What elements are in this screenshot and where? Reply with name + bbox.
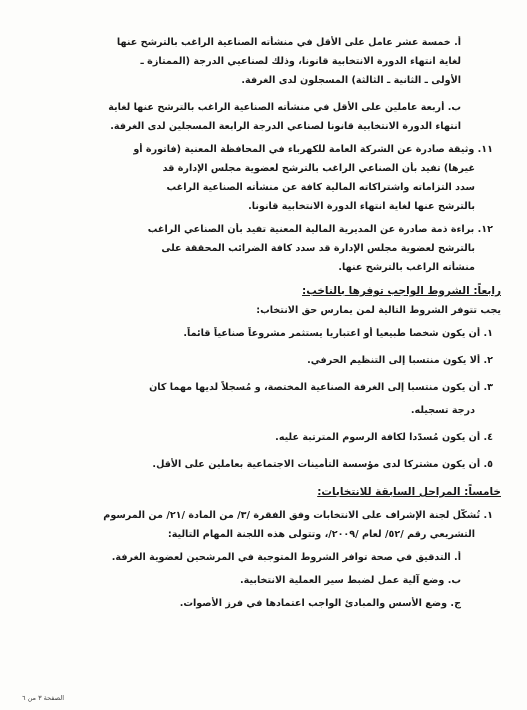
list-item: ب. وضع آلية عمل لضبط سير العملية الانتخابية. xyxy=(239,575,461,586)
text-line: لغاية انتهاء الدورة الانتخابية قانونا، وذلك لصناعيي الدرجة (الممتازة ـ xyxy=(140,56,461,67)
list-item: ٥. أن يكون مشتركا لدى مؤسسة التأمينات الاجتماعية بعاملين على الأقل. xyxy=(152,459,493,470)
text-line: بالترشح لعضوية مجلس الإدارة قد سدد كافة الضرائب المحققة على xyxy=(161,243,475,254)
text-line: ١٢. براءة ذمة صادرة عن المديرية المالية المعنية تفيد بأن الصناعي الراغب xyxy=(147,224,493,235)
section-heading-pre-election-stages: خامساً: المراحل السابقة للانتخابات: xyxy=(317,486,501,498)
list-item: ١. أن يكون شخصا طبيعيا أو اعتباريا يستثمر مشروعاً صناعياً قائماً. xyxy=(183,328,493,339)
text-line: درجة تسجيله. xyxy=(410,405,475,416)
text-line: التشريعي رقم /٥٢/ لعام /٢٠٠٩/، وتتولى هذه اللجنة المهام التالية: xyxy=(167,529,475,540)
text-line: انتهاء الدورة الانتخابية قانونا لصناعي الدرجة الرابعة المسجلين لدى الغرفة. xyxy=(110,121,461,132)
list-item: ٤. أن يكون مُسدّدا لكافة الرسوم المترتبة عليه. xyxy=(275,432,493,443)
list-item: أ. التدقيق في صحة توافر الشروط المتوجبة في المرشحين لعضوية الغرفة. xyxy=(111,552,461,563)
text-line: غيرها) تفيد بأن الصناعي الراغب بالترشح لعضوية مجلس الإدارة قد xyxy=(162,163,475,174)
list-item: ج. وضع الأسس والمبادئ الواجب اعتمادها في فرز الأصوات. xyxy=(179,598,461,609)
list-item: ١. تُشكّل لجنة الإشراف على الانتخابات وفق الفقرة /٣/ من المادة /٢١/ من المرسوم xyxy=(103,510,493,521)
text-line: بالترشح عنها لغاية انتهاء الدورة الانتخابية قانونا. xyxy=(248,201,475,212)
text-line: ب. أربعة عاملين على الأقل في منشأته الصناعية الراغب بالترشح عنها لغاية xyxy=(108,102,461,113)
text-line: ١١. وثيقة صادرة عن الشركة العامة للكهرباء في المحافظة المعنية (فاتورة أو xyxy=(133,144,493,155)
list-item: ٣. أن يكون منتسبا إلى الغرفة الصناعية المختصة، و مُسجلاً لديها مهما كان xyxy=(149,382,493,393)
text-line: يجب تتوفر الشروط التالية لمن يمارس حق الانتخاب: xyxy=(256,305,501,316)
text-line: منشأته الراغب بالترشح عنها. xyxy=(338,262,475,273)
section-heading-voter-conditions: رابعاً: الشروط الواجب توفرها بالناخب: xyxy=(302,285,501,297)
text-line: الأولى ـ الثانية ـ الثالثة) المسجلون لدى الغرفة. xyxy=(241,75,461,86)
page-number: الصفحة ٣ من ٦ xyxy=(22,694,65,702)
text-line: أ. خمسة عشر عامل على الأقل في منشأته الصناعية الراغب بالترشح عنها xyxy=(116,37,461,48)
text-line: سدد التزاماته واشتراكاته المالية كافة عن منشأته الصناعية الراغب xyxy=(166,182,475,193)
list-item: ٢. ألا يكون منتسبا إلى التنظيم الحرفي. xyxy=(307,355,493,366)
